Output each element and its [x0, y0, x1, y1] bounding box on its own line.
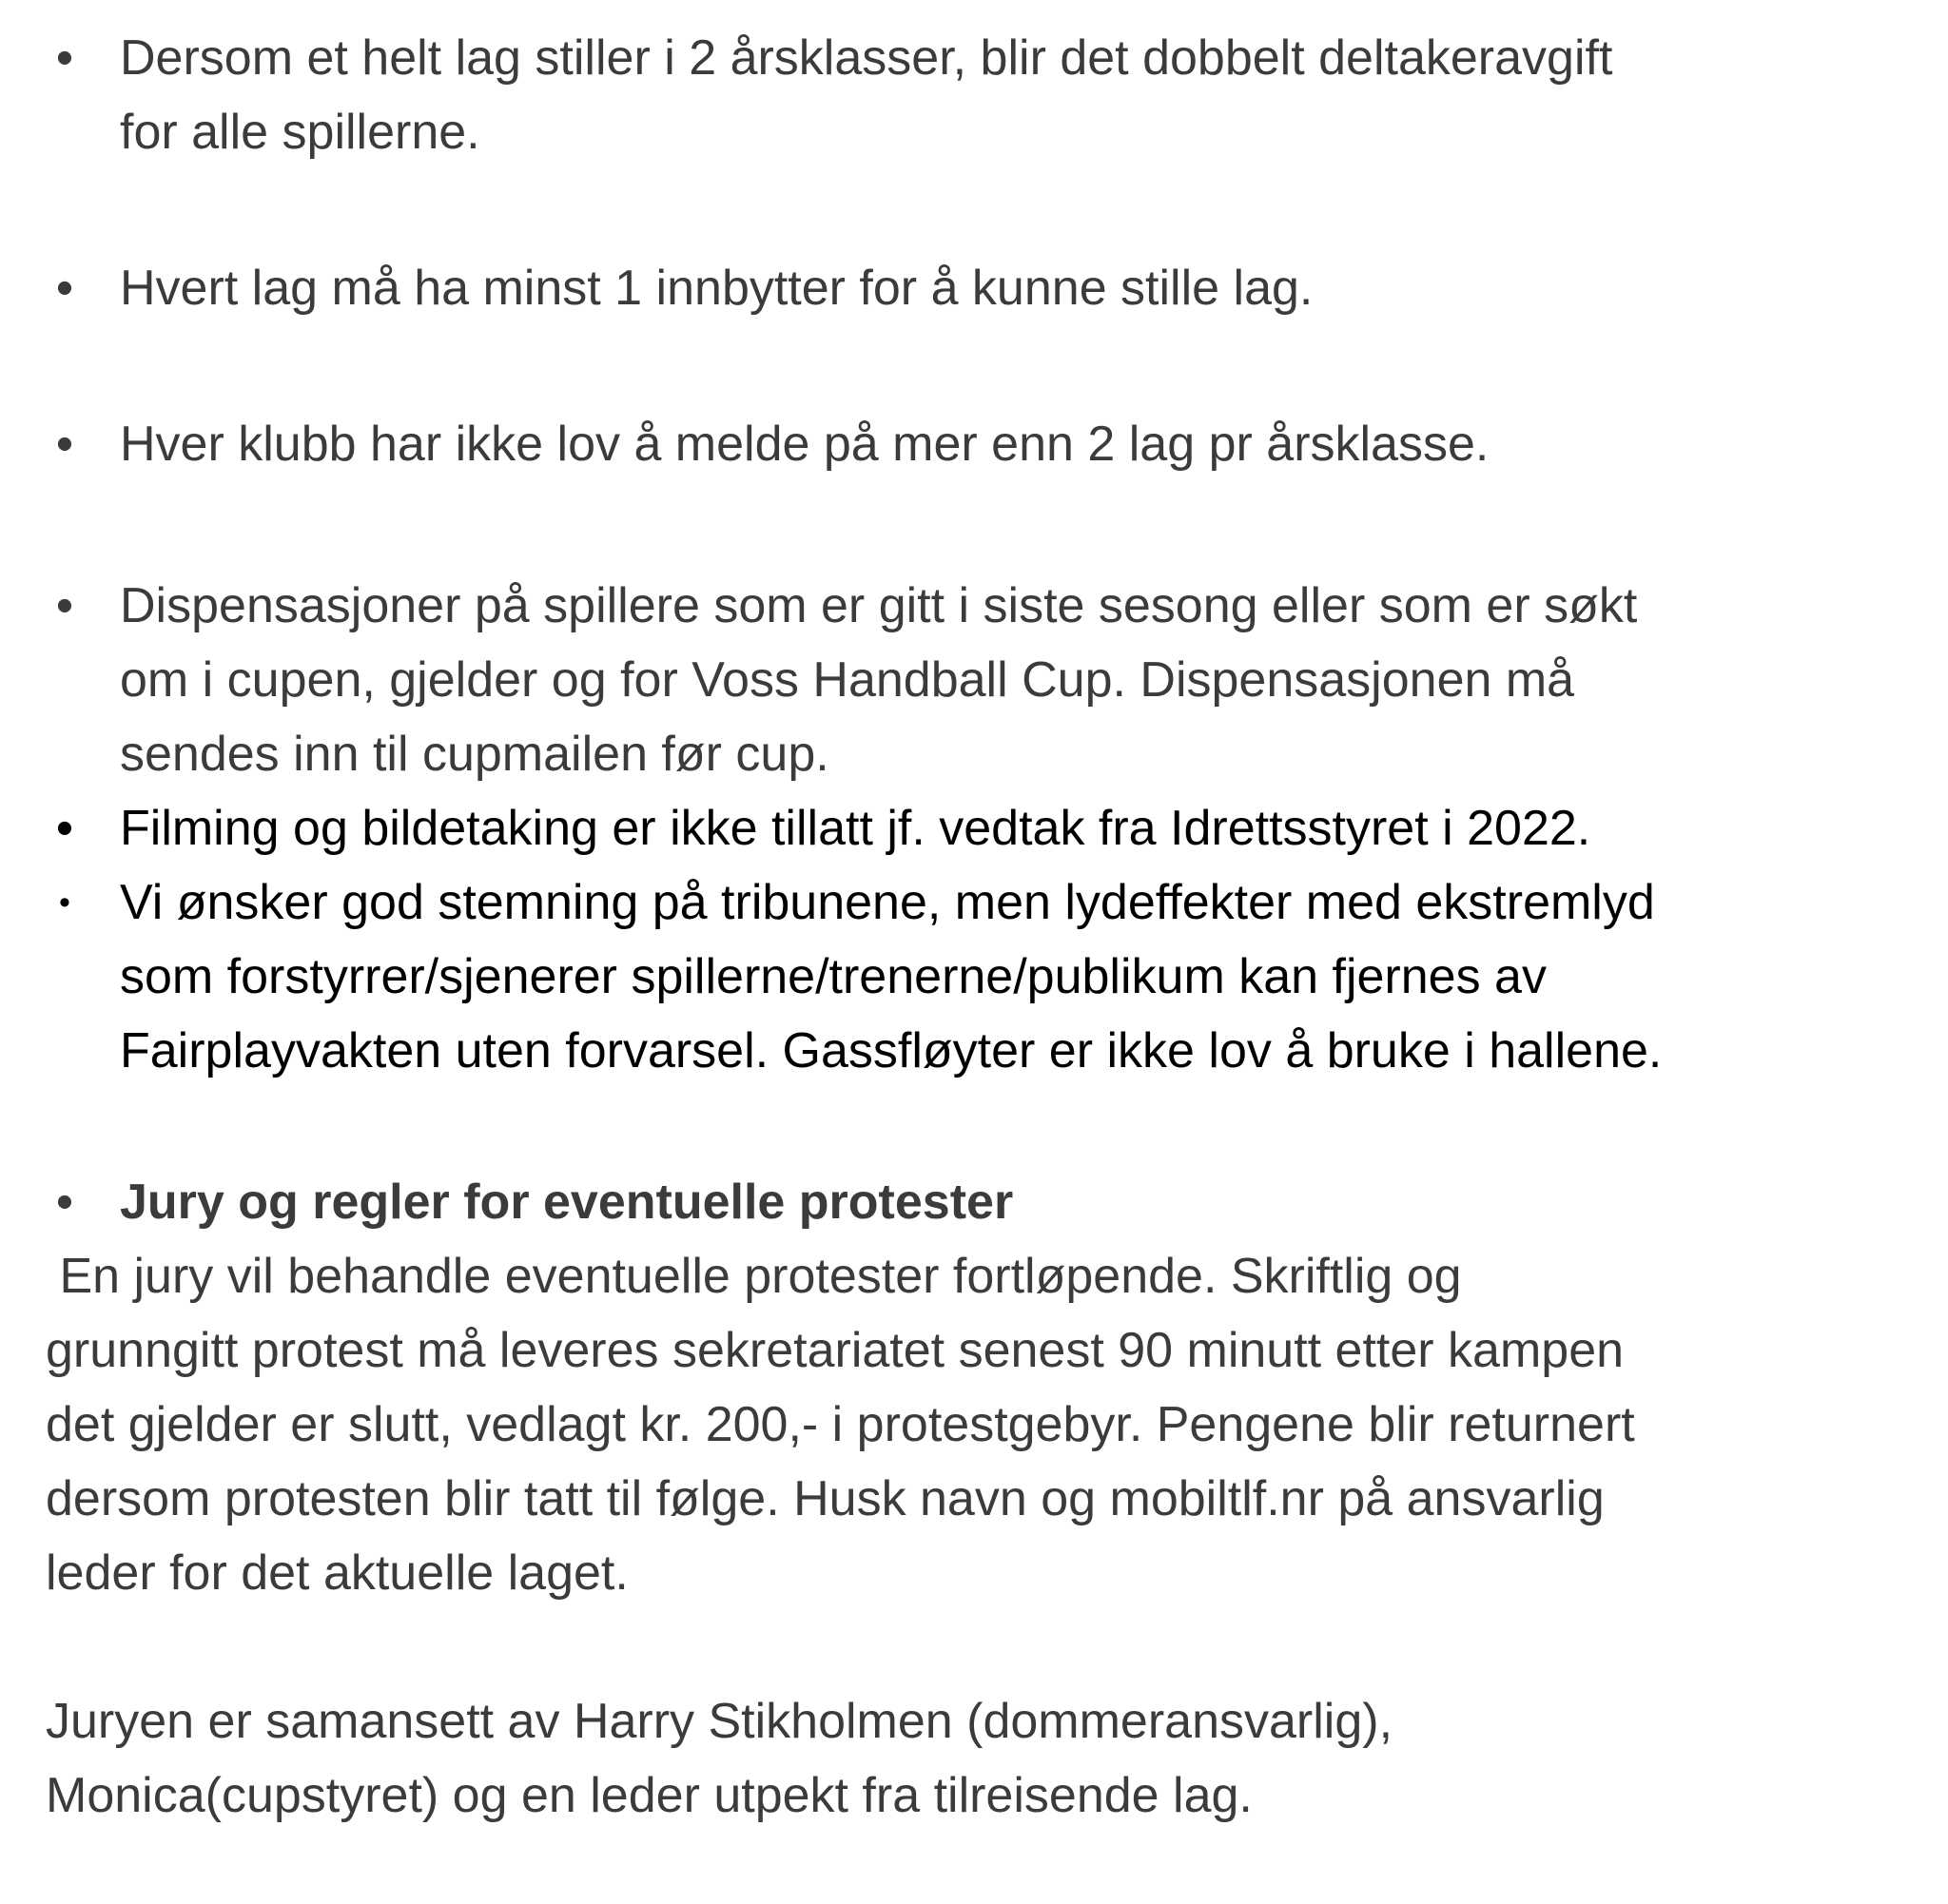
bullet-icon: • [59, 884, 70, 921]
list-item-text: Hver klubb har ikke lov å melde på mer enn 2 lag pr årsklasse. [120, 417, 1490, 472]
bullet-icon: • [55, 417, 74, 472]
section-heading: Jury og regler for eventuelle protester [120, 1175, 1014, 1230]
bullet-icon: • [55, 261, 74, 316]
list-item-text: Vi ønsker god stemning på tribunene, men lydeffekter med ekstremlyd som forstyrrer/sjenerer spillerne/trenerne/publikum kan fjernes av Fairplayvakten uten forvarsel. Gassfløyter er ikke lov å bruke i hallene. [120, 875, 1663, 1078]
bullet-icon: • [55, 801, 74, 856]
list-item-text: Filming og bildetaking er ikke tillatt jf. vedtak fra Idrettsstyret i 2022. [120, 801, 1591, 856]
list-item-text: Dersom et helt lag stiller i 2 årsklasser, blir det dobbelt deltakeravgift for alle spillerne. [120, 30, 1613, 160]
list-item-text: Dispensasjoner på spillere som er gitt i siste sesong eller som er søkt om i cupen, gjelder og for Voss Handball Cup. Dispensasjonen må sendes inn til cupmailen før cup. [120, 578, 1638, 782]
jury-rules-paragraph: En jury vil behandle eventuelle protester fortløpende. Skriftlig og grunngitt protest må leveres sekretariatet senest 90 minutt etter kampen det gjelder er slutt, vedlagt kr. 200,- i protestgebyr. Pengene blir returnert dersom protesten blir tatt til følge. Husk navn og mobiltlf.nr på ansvarlig leder for det aktuelle laget. [46, 1249, 1635, 1601]
bullet-icon: • [55, 1175, 74, 1230]
list-item-text: Hvert lag må ha minst 1 innbytter for å kunne stille lag. [120, 261, 1314, 316]
bullet-icon: • [55, 578, 74, 633]
jury-members-paragraph: Juryen er samansett av Harry Stikholmen (dommeransvarlig), Monica(cupstyret) og en leder utpekt fra tilreisende lag. [46, 1694, 1393, 1823]
bullet-icon: • [55, 30, 74, 86]
